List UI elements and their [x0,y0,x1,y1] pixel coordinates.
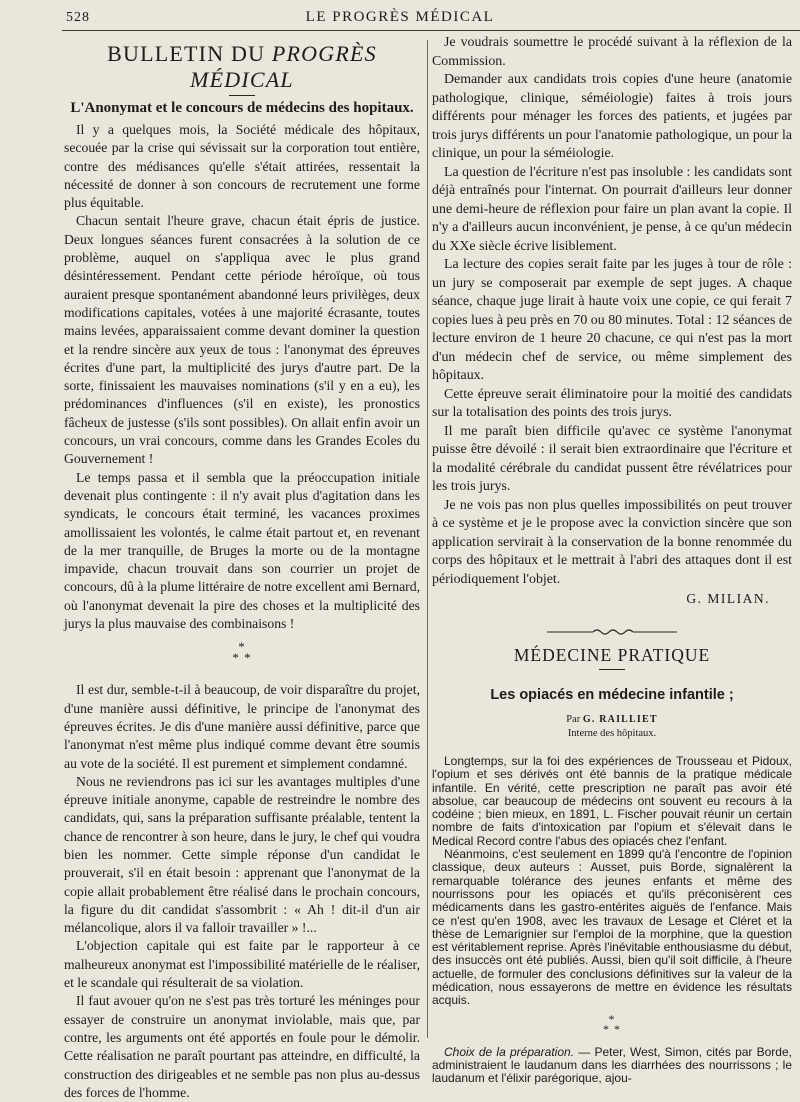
bulletin-subtitle: L'Anonymat et le concours de médecins des hopitaux. [70,100,414,116]
paragraph-text: — Peter, West, Simon, cités par Borde, administraient le laudanum dans les diarrhées des nourrissons ; le laudanum et l'élixir parégorique, ajou- [432,1044,792,1086]
author-name: G. RAILLIET [582,714,658,725]
header-rule [62,30,800,31]
bulletin-paragraph-5: Nous ne reviendrons pas ici sur les avantages multiples d'une épreuve initiale anonyme, capable de restreindre le nombre des candidats, qui, sans la préparation suffisante préalable, tentent la chance de rencontrer à son heure, dans le jury, le chef qui voudra bien les nommer. Cette simple réponse d'un candidat le prouverait, s'il en était besoin : apprenant que l'anonymat de la copie allait probablement être réalisé dans le prochain concours, la figure du dit candidat s'assombrit : « Ah ! dit-il d'un air mélancolique, alors il va falloir travailler » !... [64,773,420,936]
byline-prefix: Par [566,714,583,725]
article-paragraph-3 [432,1046,792,1086]
article-separator: * * * [603,1011,621,1036]
bulletin-paragraph-14: Je ne vois pas non plus quelles impossibilités on peut trouver à ce système et je le propose avec la conviction sincère que son application servirait à la conservation de la bonne renommée du corps des hôpitaux et le mettrait à l'abri des attaques dont il est périodiquement l'objet. [432,497,792,587]
article-paragraph-2: Néanmoins, c'est seulement en 1899 qu'à l'encontre de l'opinion classique, deux auteurs : Ausset, puis Borde, signalèrent la remarquable tolérance des jeunes enfants et même des nourrissons pour les opiacés et qu'ils préconisèrent ces médicaments dans les gastro-entérites aiguës de l'enfance. Mais ce n'est qu'en 1908, avec les travaux de Lesage et Cléret et la thèse de Lemarignier sur l'emploi de la morphine, que la question est véritablement reprise. Après l'inévitable enthousiasme du début, des insuccès ont été publiés. Aussi, bien qu'il soit difficile, à l'heure actuelle, de formuler des conclusions définitives sur la valeur de la médication, nous essayerons de mettre en évidence les résultats acquis. [432,847,792,1008]
bulletin-title-roman: BULLETIN DU [107,41,272,66]
article-title: Les opiacés en médecine infantile ; [490,687,734,703]
byline [432,712,792,727]
bulletin-paragraph-12: Cette épreuve serait éliminatoire pour la moitié des candidats sur la totalisation des points des trois jurys. [432,386,792,420]
section-title: MÉDECINE PRATIQUE [513,645,711,665]
bulletin-paragraph-2: Chacun sentait l'heure grave, chacun était épris de justice. Deux longues séances furent consacrées à la solution de ce problème, auquel on s'appliqua avec le plus grand désintéressement. Pendant cette période héroïque, où tous auraient presque spontanément abandonné leurs privilèges, deux modifications capitales, votées à une majorité écrasante, toutes mains levées, apparaissaient comme devant dominer la question et la rendre sincère aux yeux de tous : l'anonymat des épreuves écrites d'une part, la multiplicité des jurys d'autre part. De la sorte, finissaient les mauvaises nominations (s'il y en a eu), les prédominances d'influences (s'il en existe), les pronostics fâcheux de justesse (s'ils sont possibles). On allait enfin avoir un concours, un vrai concours, comme dans les Grandes Ecoles du Gouvernement ! [64,213,420,467]
title-rule [229,95,255,96]
column-divider [427,40,428,1038]
page-number: 528 [66,10,90,25]
journal-title: LE PROGRÈS MÉDICAL [305,9,495,25]
bulletin-paragraph-4: Il est dur, semble-t-il à beaucoup, de voir disparaître du projet, d'une manière aussi définitive, le principe de l'anonymat des épreuves écrites. Je dis d'une manière aussi définitive, parce que l'anonymat n'est même plus indiqué comme devant être soumis au vote de la société. Il est purement et simplement condamné. [64,682,420,771]
bulletin-paragraph-8: Je voudrais soumettre le procédé suivant à la réflexion de la Commission. [432,35,792,69]
article-paragraph-1: Longtemps, sur la foi des expériences de Trousseau et Pidoux, l'opium et ses dérivés ont été bannis de la pratique médicale infantile. En vérité, cette prescription ne paraît pas avoir été absolue, car beaucoup de médecins ont souvent eu recours à la codéine ; bien mieux, en 1891, L. Fischer pouvait réunir un certain nombre de faits d'intoxication par l'opium et s'élevait dans le Medical Record contre l'abus des opiacés chez l'enfant. [432,754,792,848]
bulletin-paragraph-6: L'objection capitale qui est faite par le rapporteur à ce malheureux anonymat est l'impossibilité matérielle de le réaliser, et le scandale qui résulterait de sa violation. [64,938,420,991]
section-separator: * * * [232,639,252,666]
bulletin-signature: G. MILIAN. [686,591,770,606]
running-head [0,8,800,30]
ornament-rule [547,628,677,636]
bulletin-paragraph-10: La question de l'écriture n'est pas insoluble : les candidats sont déjà entraînés pour l'internat. On pourrait d'ailleurs leur donner une demi-heure de réflexion pour faire un plan avant la copie. Il n'y a d'ailleurs aucun inconvénient, je pense, à ce qu'un médecin du XXe siècle écrive lisiblement. [432,164,792,254]
left-column [64,34,420,1102]
bulletin-title-italic: PROGRÈS MÉDICAL [190,41,377,92]
bulletin-paragraph-9: Demander aux candidats trois copies d'une heure (anatomie pathologique, clinique, séméiologie) faites à trois jours différents pour ménager les forces des patients, et jugées par trois jurys différents un pour l'anatomie pathologique, un pour la clinique, un pour la séméiologie. [432,72,792,161]
paragraph-lead: Choix de la préparation. [444,1044,575,1059]
bulletin-title [64,41,420,93]
bulletin-paragraph-3: Le temps passa et il sembla que la préoccupation initiale devenait plus contingente : il n'y avait plus d'agitation dans les syndicats, le concours était terminé, les vacances proximes amollissaient les volontés, le calme était partout et, en revenant de la mer tranquille, de Bruges la morte ou de la montagne impavide, chacun trouvait dans son courrier un projet de concours, dû à la plume littéraire de notre excellent ami Bernard, où l'anonymat devenait la pire des choses et la multiplicité des jurys la plus mauvaise des combinaisons ! [64,469,420,632]
right-column [432,34,792,1086]
author-affiliation: Interne des hôpitaux. [567,728,657,739]
section-title-rule [599,669,625,670]
bulletin-paragraph-13: Il me paraît bien difficile qu'avec ce système l'anonymat puisse être dévoilé : il serait bien extraordinaire que l'écriture et la modalité cérébrale du candidat pussent être révélatrices pour les trois jurys. [432,423,792,494]
bulletin-paragraph-1: Il y a quelques mois, la Société médicale des hôpitaux, secouée par la crise qui sévissait sur la corporation tout entière, contre des médisances qu'elle s'était attirées, ressentait la nécessité de donner à son concours de recrutement une forme plus équitable. [64,122,420,211]
bulletin-paragraph-11: La lecture des copies serait faite par les juges à tour de rôle : un jury se composerait par exemple de sept juges. A chaque séance, chaque juge lirait à haute voix une copie, ce qui ferait 7 copies lues à peu près en 70 ou 80 minutes. Total : 12 séances de lecture environ de 1 heure 20 chacune, ce qui n'est pas la mort d'un médecin chef de service, ou même simplement des hôpitaux. [432,257,792,383]
bulletin-paragraph-7: Il faut avouer qu'on ne s'est pas très torturé les méninges pour essayer de construire un anonymat inviolable, mais que, par contre, les arguments ont été apportés en foule pour le démolir. Cette réalisation ne paraît pourtant pas atteindre, en difficulté, la construction des dirigeables et ne semble pas non plus au-dessus des forces de l'homme. [64,993,420,1100]
